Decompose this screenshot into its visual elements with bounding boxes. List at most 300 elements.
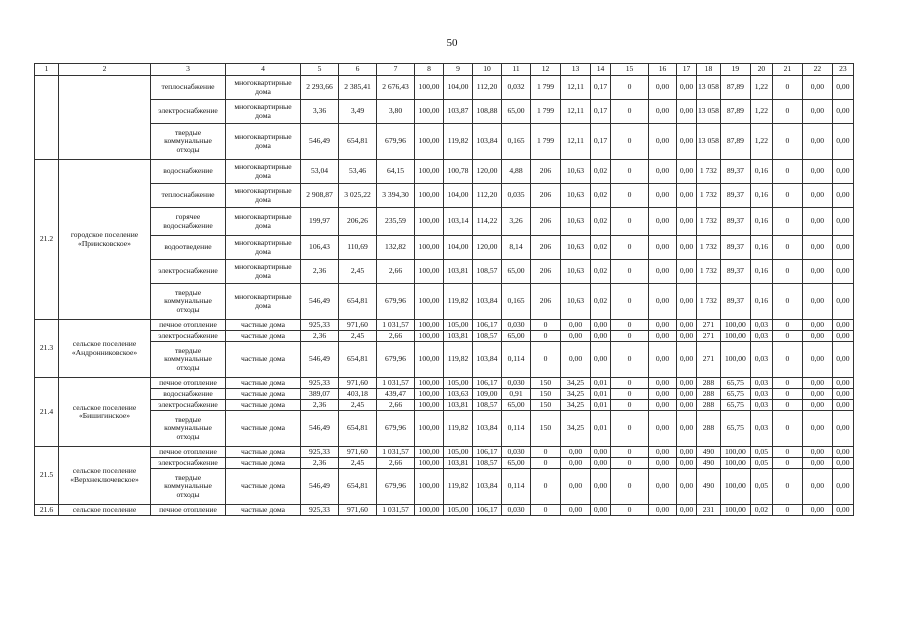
value-cell: 0,00 xyxy=(832,320,853,331)
column-number: 12 xyxy=(531,64,561,76)
value-cell: 100,78 xyxy=(444,160,473,184)
value-cell: 0,165 xyxy=(502,284,531,320)
value-cell: 65,00 xyxy=(502,331,531,342)
value-cell: 2 385,41 xyxy=(339,76,377,100)
value-cell: 0,00 xyxy=(677,160,697,184)
consumer-type: многоквартирные дома xyxy=(226,284,301,320)
consumer-type: частные дома xyxy=(226,505,301,516)
value-cell: 13 058 xyxy=(697,124,721,160)
value-cell: 100,00 xyxy=(720,469,750,505)
value-cell: 0,00 xyxy=(832,458,853,469)
service-type: водоснабжение xyxy=(151,160,226,184)
value-cell: 0,00 xyxy=(677,469,697,505)
table-row xyxy=(35,184,854,208)
value-cell: 0,00 xyxy=(649,342,677,378)
value-cell: 0,00 xyxy=(649,284,677,320)
settlement-name: городское поселение «Приисковское» xyxy=(59,160,151,320)
settlement-name xyxy=(59,76,151,160)
value-cell: 0,030 xyxy=(502,447,531,458)
value-cell: 0,00 xyxy=(832,411,853,447)
value-cell: 120,00 xyxy=(473,160,502,184)
value-cell: 100,00 xyxy=(415,469,444,505)
value-cell: 0,00 xyxy=(677,320,697,331)
value-cell: 105,00 xyxy=(444,447,473,458)
value-cell: 0,00 xyxy=(677,124,697,160)
value-cell: 0,00 xyxy=(677,505,697,516)
value-cell: 679,96 xyxy=(377,342,415,378)
value-cell: 89,37 xyxy=(720,160,750,184)
table-row xyxy=(35,400,854,411)
table-row xyxy=(35,284,854,320)
value-cell: 100,00 xyxy=(415,505,444,516)
value-cell: 971,60 xyxy=(339,378,377,389)
value-cell: 0,00 xyxy=(802,124,832,160)
value-cell: 0 xyxy=(611,447,649,458)
value-cell: 0,00 xyxy=(832,160,853,184)
value-cell: 0,00 xyxy=(802,458,832,469)
consumer-type: частные дома xyxy=(226,400,301,411)
consumer-type: многоквартирные дома xyxy=(226,184,301,208)
value-cell: 0,00 xyxy=(832,208,853,236)
value-cell: 403,18 xyxy=(339,389,377,400)
value-cell: 87,89 xyxy=(720,124,750,160)
value-cell: 103,84 xyxy=(473,469,502,505)
value-cell: 0 xyxy=(531,505,561,516)
value-cell: 0,00 xyxy=(802,378,832,389)
value-cell: 206 xyxy=(531,184,561,208)
value-cell: 1 031,57 xyxy=(377,320,415,331)
value-cell: 34,25 xyxy=(561,400,591,411)
value-cell: 103,81 xyxy=(444,400,473,411)
value-cell: 0,00 xyxy=(832,378,853,389)
value-cell: 288 xyxy=(697,389,721,400)
value-cell: 0 xyxy=(772,469,802,505)
value-cell: 65,75 xyxy=(720,378,750,389)
value-cell: 0,00 xyxy=(591,320,611,331)
service-type: твердые коммунальные отходы xyxy=(151,342,226,378)
column-number: 10 xyxy=(473,64,502,76)
tariff-table xyxy=(34,63,854,516)
value-cell: 0,00 xyxy=(649,208,677,236)
value-cell: 100,00 xyxy=(415,76,444,100)
value-cell: 1 031,57 xyxy=(377,447,415,458)
value-cell: 0,00 xyxy=(802,400,832,411)
value-cell: 0,00 xyxy=(649,458,677,469)
value-cell: 0,16 xyxy=(750,260,772,284)
value-cell: 0,00 xyxy=(591,447,611,458)
value-cell: 87,89 xyxy=(720,100,750,124)
value-cell: 0,00 xyxy=(649,160,677,184)
value-cell: 0,00 xyxy=(832,260,853,284)
service-type: электроснабжение xyxy=(151,100,226,124)
column-number: 1 xyxy=(35,64,59,76)
value-cell: 0 xyxy=(611,260,649,284)
consumer-type: частные дома xyxy=(226,331,301,342)
value-cell: 1 732 xyxy=(697,260,721,284)
value-cell: 114,22 xyxy=(473,208,502,236)
value-cell: 0,01 xyxy=(591,389,611,400)
value-cell: 100,00 xyxy=(415,284,444,320)
value-cell: 0,00 xyxy=(677,284,697,320)
value-cell: 0,02 xyxy=(591,260,611,284)
value-cell: 2,45 xyxy=(339,331,377,342)
value-cell: 2,66 xyxy=(377,400,415,411)
value-cell: 0 xyxy=(772,331,802,342)
value-cell: 65,75 xyxy=(720,411,750,447)
value-cell: 0 xyxy=(772,342,802,378)
value-cell: 0 xyxy=(531,469,561,505)
value-cell: 12,11 xyxy=(561,100,591,124)
value-cell: 206 xyxy=(531,160,561,184)
value-cell: 103,63 xyxy=(444,389,473,400)
value-cell: 0 xyxy=(772,400,802,411)
value-cell: 0 xyxy=(611,378,649,389)
value-cell: 112,20 xyxy=(473,184,502,208)
value-cell: 654,81 xyxy=(339,342,377,378)
table-row xyxy=(35,208,854,236)
value-cell: 0,00 xyxy=(802,331,832,342)
value-cell: 0 xyxy=(772,160,802,184)
value-cell: 0 xyxy=(531,447,561,458)
settlement-name: сельское поселение xyxy=(59,505,151,516)
value-cell: 0,03 xyxy=(750,400,772,411)
value-cell: 150 xyxy=(531,378,561,389)
value-cell: 0,00 xyxy=(561,320,591,331)
service-type: электроснабжение xyxy=(151,458,226,469)
value-cell: 199,97 xyxy=(301,208,339,236)
value-cell: 0,00 xyxy=(802,389,832,400)
value-cell: 0,00 xyxy=(802,320,832,331)
value-cell: 87,89 xyxy=(720,76,750,100)
table-row xyxy=(35,100,854,124)
value-cell: 12,11 xyxy=(561,76,591,100)
value-cell: 0,00 xyxy=(649,411,677,447)
value-cell: 100,00 xyxy=(415,260,444,284)
consumer-type: частные дома xyxy=(226,389,301,400)
value-cell: 0,00 xyxy=(561,331,591,342)
settlement-name: сельское поселение «Верхнеключевское» xyxy=(59,447,151,505)
value-cell: 2,36 xyxy=(301,260,339,284)
service-type: водоснабжение xyxy=(151,389,226,400)
value-cell: 206 xyxy=(531,260,561,284)
value-cell: 108,57 xyxy=(473,260,502,284)
value-cell: 106,43 xyxy=(301,236,339,260)
value-cell: 0,03 xyxy=(750,320,772,331)
value-cell: 679,96 xyxy=(377,411,415,447)
column-number: 20 xyxy=(750,64,772,76)
table-row xyxy=(35,342,854,378)
value-cell: 100,00 xyxy=(415,411,444,447)
value-cell: 546,49 xyxy=(301,284,339,320)
value-cell: 0,00 xyxy=(832,469,853,505)
value-cell: 0,030 xyxy=(502,505,531,516)
column-number: 2 xyxy=(59,64,151,76)
column-number: 9 xyxy=(444,64,473,76)
column-number-header-row xyxy=(35,64,854,76)
value-cell: 0 xyxy=(611,284,649,320)
value-cell: 654,81 xyxy=(339,469,377,505)
value-cell: 0,00 xyxy=(591,331,611,342)
table-body xyxy=(35,64,854,516)
value-cell: 1 799 xyxy=(531,76,561,100)
value-cell: 3 025,22 xyxy=(339,184,377,208)
value-cell: 103,14 xyxy=(444,208,473,236)
value-cell: 105,00 xyxy=(444,320,473,331)
service-type: твердые коммунальные отходы xyxy=(151,124,226,160)
value-cell: 0 xyxy=(611,184,649,208)
value-cell: 2,36 xyxy=(301,400,339,411)
value-cell: 100,00 xyxy=(720,320,750,331)
value-cell: 104,00 xyxy=(444,76,473,100)
value-cell: 0,00 xyxy=(832,124,853,160)
value-cell: 0,00 xyxy=(649,100,677,124)
consumer-type: частные дома xyxy=(226,320,301,331)
value-cell: 235,59 xyxy=(377,208,415,236)
value-cell: 490 xyxy=(697,469,721,505)
value-cell: 132,82 xyxy=(377,236,415,260)
value-cell: 34,25 xyxy=(561,378,591,389)
settlement-number: 21.5 xyxy=(35,447,59,505)
value-cell: 0,030 xyxy=(502,378,531,389)
value-cell: 0,00 xyxy=(649,389,677,400)
value-cell: 0 xyxy=(531,458,561,469)
column-number: 13 xyxy=(561,64,591,76)
value-cell: 108,57 xyxy=(473,458,502,469)
value-cell: 0,00 xyxy=(677,208,697,236)
value-cell: 3,36 xyxy=(301,100,339,124)
value-cell: 0 xyxy=(772,100,802,124)
value-cell: 546,49 xyxy=(301,342,339,378)
column-number: 11 xyxy=(502,64,531,76)
value-cell: 0,00 xyxy=(677,411,697,447)
value-cell: 389,07 xyxy=(301,389,339,400)
value-cell: 0 xyxy=(611,505,649,516)
value-cell: 0 xyxy=(772,76,802,100)
value-cell: 1 031,57 xyxy=(377,505,415,516)
value-cell: 546,49 xyxy=(301,411,339,447)
value-cell: 0,00 xyxy=(802,160,832,184)
value-cell: 439,47 xyxy=(377,389,415,400)
service-type: водоотведение xyxy=(151,236,226,260)
value-cell: 0,00 xyxy=(677,389,697,400)
value-cell: 0 xyxy=(611,331,649,342)
value-cell: 106,17 xyxy=(473,447,502,458)
value-cell: 0,03 xyxy=(750,342,772,378)
value-cell: 0,00 xyxy=(802,505,832,516)
value-cell: 0,00 xyxy=(802,342,832,378)
value-cell: 0,00 xyxy=(677,236,697,260)
table-row xyxy=(35,260,854,284)
table-row xyxy=(35,331,854,342)
value-cell: 3,26 xyxy=(502,208,531,236)
table-row xyxy=(35,76,854,100)
consumer-type: частные дома xyxy=(226,469,301,505)
value-cell: 100,00 xyxy=(415,320,444,331)
value-cell: 100,00 xyxy=(415,160,444,184)
value-cell: 119,82 xyxy=(444,342,473,378)
value-cell: 100,00 xyxy=(415,400,444,411)
value-cell: 89,37 xyxy=(720,260,750,284)
consumer-type: частные дома xyxy=(226,458,301,469)
column-number: 4 xyxy=(226,64,301,76)
value-cell: 679,96 xyxy=(377,469,415,505)
value-cell: 0,00 xyxy=(802,260,832,284)
value-cell: 490 xyxy=(697,447,721,458)
value-cell: 108,88 xyxy=(473,100,502,124)
value-cell: 120,00 xyxy=(473,236,502,260)
table-row xyxy=(35,458,854,469)
value-cell: 150 xyxy=(531,400,561,411)
service-type: печное отопление xyxy=(151,447,226,458)
value-cell: 100,00 xyxy=(720,458,750,469)
consumer-type: многоквартирные дома xyxy=(226,236,301,260)
value-cell: 0,17 xyxy=(591,100,611,124)
value-cell: 288 xyxy=(697,378,721,389)
value-cell: 0,00 xyxy=(677,76,697,100)
value-cell: 654,81 xyxy=(339,124,377,160)
value-cell: 108,57 xyxy=(473,331,502,342)
value-cell: 53,46 xyxy=(339,160,377,184)
value-cell: 231 xyxy=(697,505,721,516)
service-type: электроснабжение xyxy=(151,400,226,411)
column-number: 21 xyxy=(772,64,802,76)
value-cell: 0,00 xyxy=(649,236,677,260)
value-cell: 206 xyxy=(531,208,561,236)
value-cell: 0,00 xyxy=(561,447,591,458)
value-cell: 0,00 xyxy=(591,469,611,505)
column-number: 14 xyxy=(591,64,611,76)
value-cell: 119,82 xyxy=(444,411,473,447)
value-cell: 110,69 xyxy=(339,236,377,260)
value-cell: 0 xyxy=(531,331,561,342)
value-cell: 0,00 xyxy=(832,342,853,378)
service-type: электроснабжение xyxy=(151,260,226,284)
value-cell: 0 xyxy=(611,389,649,400)
value-cell: 0,00 xyxy=(832,447,853,458)
value-cell: 1,22 xyxy=(750,76,772,100)
value-cell: 0 xyxy=(611,76,649,100)
value-cell: 490 xyxy=(697,458,721,469)
value-cell: 0 xyxy=(611,236,649,260)
value-cell: 100,00 xyxy=(415,208,444,236)
value-cell: 65,75 xyxy=(720,389,750,400)
value-cell: 2 676,43 xyxy=(377,76,415,100)
column-number: 15 xyxy=(611,64,649,76)
value-cell: 0 xyxy=(531,342,561,378)
service-type: твердые коммунальные отходы xyxy=(151,411,226,447)
value-cell: 106,17 xyxy=(473,378,502,389)
value-cell: 0,03 xyxy=(750,389,772,400)
value-cell: 105,00 xyxy=(444,505,473,516)
value-cell: 0,00 xyxy=(802,411,832,447)
value-cell: 3,80 xyxy=(377,100,415,124)
value-cell: 925,33 xyxy=(301,378,339,389)
value-cell: 0,00 xyxy=(832,100,853,124)
value-cell: 1 031,57 xyxy=(377,378,415,389)
value-cell: 100,00 xyxy=(415,100,444,124)
value-cell: 119,82 xyxy=(444,284,473,320)
value-cell: 0,17 xyxy=(591,76,611,100)
value-cell: 106,17 xyxy=(473,505,502,516)
value-cell: 104,00 xyxy=(444,236,473,260)
settlement-name: сельское поселение «Андронниковское» xyxy=(59,320,151,378)
value-cell: 106,17 xyxy=(473,320,502,331)
consumer-type: многоквартирные дома xyxy=(226,100,301,124)
column-number: 23 xyxy=(832,64,853,76)
value-cell: 89,37 xyxy=(720,236,750,260)
value-cell: 0 xyxy=(611,342,649,378)
value-cell: 0,00 xyxy=(677,331,697,342)
value-cell: 0,00 xyxy=(561,505,591,516)
value-cell: 206 xyxy=(531,284,561,320)
value-cell: 3 394,30 xyxy=(377,184,415,208)
value-cell: 0 xyxy=(611,400,649,411)
value-cell: 0,05 xyxy=(750,458,772,469)
value-cell: 0,01 xyxy=(591,400,611,411)
value-cell: 288 xyxy=(697,400,721,411)
consumer-type: многоквартирные дома xyxy=(226,260,301,284)
value-cell: 925,33 xyxy=(301,320,339,331)
value-cell: 925,33 xyxy=(301,447,339,458)
value-cell: 112,20 xyxy=(473,76,502,100)
value-cell: 679,96 xyxy=(377,284,415,320)
value-cell: 109,00 xyxy=(473,389,502,400)
value-cell: 0,16 xyxy=(750,284,772,320)
value-cell: 0,00 xyxy=(561,342,591,378)
table-row xyxy=(35,378,854,389)
value-cell: 2 293,66 xyxy=(301,76,339,100)
value-cell: 0,00 xyxy=(802,76,832,100)
value-cell: 971,60 xyxy=(339,320,377,331)
value-cell: 0 xyxy=(611,124,649,160)
value-cell: 0,16 xyxy=(750,184,772,208)
value-cell: 0,035 xyxy=(502,184,531,208)
value-cell: 100,00 xyxy=(415,389,444,400)
value-cell: 100,00 xyxy=(720,342,750,378)
value-cell: 119,82 xyxy=(444,469,473,505)
service-type: горячее водоснабжение xyxy=(151,208,226,236)
value-cell: 0,00 xyxy=(802,236,832,260)
value-cell: 2,66 xyxy=(377,331,415,342)
value-cell: 0,00 xyxy=(832,505,853,516)
value-cell: 0,02 xyxy=(750,505,772,516)
value-cell: 0,00 xyxy=(677,378,697,389)
settlement-name: сельское поселение «Бишигинское» xyxy=(59,378,151,447)
value-cell: 0,00 xyxy=(561,458,591,469)
value-cell: 0,02 xyxy=(591,236,611,260)
value-cell: 10,63 xyxy=(561,236,591,260)
consumer-type: частные дома xyxy=(226,447,301,458)
value-cell: 0 xyxy=(611,208,649,236)
consumer-type: многоквартирные дома xyxy=(226,76,301,100)
value-cell: 12,11 xyxy=(561,124,591,160)
value-cell: 150 xyxy=(531,389,561,400)
value-cell: 271 xyxy=(697,320,721,331)
value-cell: 654,81 xyxy=(339,284,377,320)
value-cell: 1 799 xyxy=(531,124,561,160)
value-cell: 0,17 xyxy=(591,124,611,160)
value-cell: 100,00 xyxy=(415,447,444,458)
value-cell: 0 xyxy=(772,208,802,236)
value-cell: 0,00 xyxy=(802,208,832,236)
table-row xyxy=(35,469,854,505)
value-cell: 1 732 xyxy=(697,184,721,208)
value-cell: 103,84 xyxy=(473,342,502,378)
value-cell: 0,00 xyxy=(649,505,677,516)
value-cell: 105,00 xyxy=(444,378,473,389)
value-cell: 0 xyxy=(772,378,802,389)
consumer-type: многоквартирные дома xyxy=(226,208,301,236)
